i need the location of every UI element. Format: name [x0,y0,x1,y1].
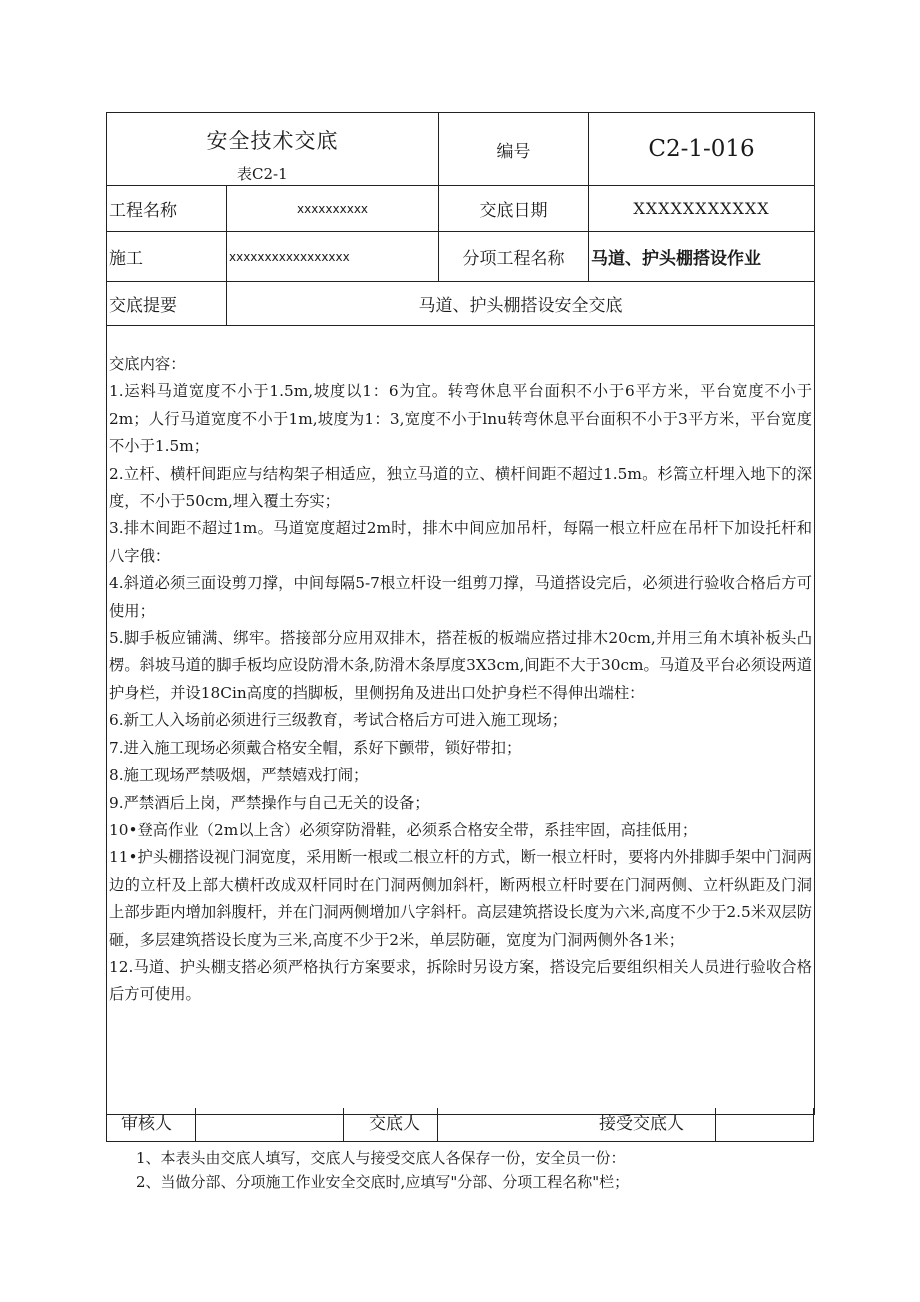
receiver-label: 接受交底人 [599,1114,684,1134]
briefing-content [107,326,814,1009]
divider [715,1108,716,1141]
form-title: 安全技术交底 [206,129,339,153]
summary-value: 马道、护头棚搭设安全交底 [227,282,815,326]
content-item: 7.进入施工现场必须戴合格安全帽，系好下颤带，锁好带扣； [109,738,522,757]
code-value: C2-1-016 [589,113,815,186]
footnotes [136,1146,629,1194]
divider [195,1108,196,1141]
footnote: 2、当做分部、分项施工作业安全交底时,应填写"分部、分项工程名称"栏； [136,1173,630,1191]
reviewer-signature-field[interactable] [197,1108,343,1141]
content-item: 12.马道、护头棚支搭必须严格执行方案要求，拆除时另设方案，搭设完后要组织相关人员进行验收合格后方可使用。 [109,957,812,1004]
content-item: 10•登高作业（2m以上含）必须穿防滑鞋，必须系合格安全带，系挂牢固，高挂低用； [109,820,698,839]
content-item: 11•护头棚搭设视门洞宽度，采用断一根或二根立杆的方式，断一根立杆时，要将内外排脚手架中门洞两边的立杆及上部大横杆改成双杆同时在门洞两侧加斜杆，断两根立杆时要在门洞两侧、立杆纵距及门洞上部步距内增加斜腹杆，并在门洞两侧增加八字斜杆。高层建筑搭设长度为六米,高度不少于2.5米双层防砸，多层建筑搭设长度为三米,高度不少于2米，单层防砸，宽度为门洞两侧外各1米； [109,848,812,949]
presenter-label: 交底人 [369,1114,420,1134]
receiver-signature-field[interactable] [717,1108,813,1141]
safety-briefing-form [106,112,815,1115]
content-item: 6.新工人入场前必须进行三级教育，考试合格后方可进入施工现场； [109,711,568,730]
reviewer-label: 审核人 [121,1114,172,1134]
construction-label: 施工 [107,232,227,282]
content-item: 9.严禁酒后上岗，严禁操作与自己无关的设备； [109,793,430,812]
content-item: 1.运料马道宽度不小于1.5m,坡度以1：6为宜。转弯休息平台面积不小于6平方米，平台宽度不小于2m；人行马道宽度不小于1m,坡度为1：3,宽度不小于lnu转弯休息平台面积不小于3平方米，平台宽度不小于1.5m； [109,382,812,456]
content-item: 5.脚手板应铺满、绑牢。搭接部分应用双排木，搭茬板的板端应搭过排木20cm,并用三角木填补板头凸楞。斜坡马道的脚手板均应设防滑木条,防滑木条厚度3X3cm,间距不大于30cm。马道及平台必须设两道护身栏，并设18Cin高度的挡脚板，里侧拐角及进出口处护身栏不得伸出端柱： [109,629,812,702]
content-item: 4.斜道必须三面设剪刀撑，中间每隔5-7根立杆设一组剪刀撑，马道搭设完后，必须进行验收合格后方可使用； [109,574,812,620]
title-cell [107,113,439,186]
footnote: 1、本表头由交底人填写，交底人与接受交底人各保存一份，安全员一份： [136,1149,626,1167]
briefing-date-label: 交底日期 [439,186,589,232]
project-name-label: 工程名称 [107,186,227,232]
subproject-value: 马道、护头棚搭设作业 [589,232,815,282]
divider [437,1108,438,1141]
briefing-date-value: XXXXXXXXXXX [589,186,815,232]
form-number: 表C2-1 [237,165,288,183]
content-heading: 交底内容： [109,355,186,373]
summary-label: 交底提要 [107,282,227,326]
content-item: 2.立杆、横杆间距应与结构架子相适应，独立马道的立、横杆间距不超过1.5m。杉篙立杆埋入地下的深度，不小于50cm,埋入覆土夯实； [109,464,812,511]
signature-row [106,1108,814,1142]
content-cell [107,326,815,1115]
content-item: 3.排木间距不超过1m。马道宽度超过2m时，排木中间应加吊杆，每隔一根立杆应在吊杆下加设托杆和八字俄： [109,519,812,565]
subproject-label: 分项工程名称 [439,232,589,282]
project-name-value: xxxxxxxxxx [227,186,439,232]
code-label: 编号 [439,113,589,186]
presenter-signature-field[interactable] [439,1108,569,1141]
divider [343,1108,344,1141]
construction-value: xxxxxxxxxxxxxxxxx [227,232,439,282]
content-item: 8.施工现场严禁吸烟，严禁嬉戏打闹； [109,766,369,785]
